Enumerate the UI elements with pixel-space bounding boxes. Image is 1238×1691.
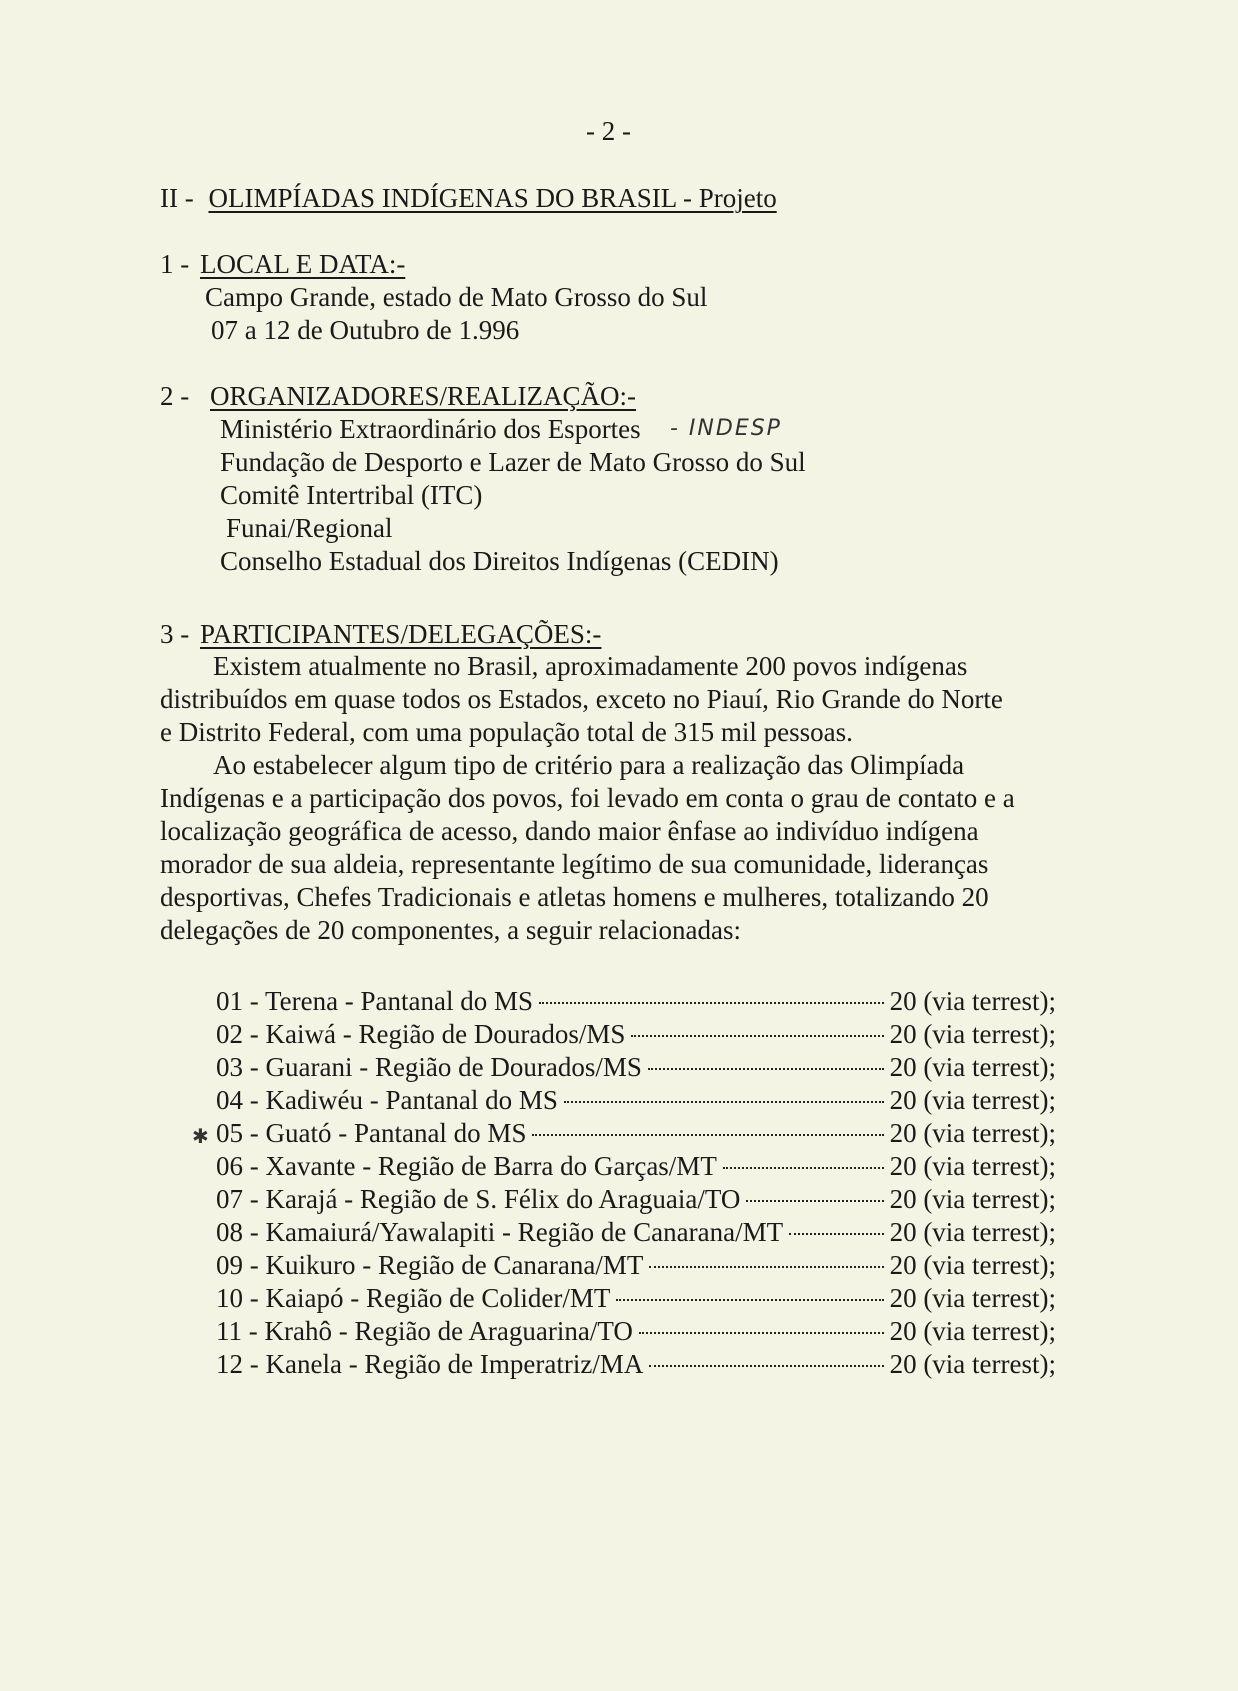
organizador-item: Conselho Estadual dos Direitos Indígenas (CEDIN) xyxy=(220,546,779,576)
dot-leader xyxy=(649,1266,883,1268)
organizador-item: Funai/Regional xyxy=(226,513,393,543)
local-title: LOCAL E DATA:- xyxy=(200,249,406,279)
paragraph-2-line: Indígenas e a participação dos povos, foi levado em conta o grau de contato e a xyxy=(160,783,1015,813)
organizadores-number: 2 - xyxy=(160,381,190,411)
list-item xyxy=(216,1051,1056,1084)
list-item xyxy=(216,985,1056,1018)
delegacao-label: 10 - Kaiapó - Região de Colider/MT xyxy=(216,1283,611,1313)
local-line-2: 07 a 12 de Outubro de 1.996 xyxy=(211,315,520,345)
paragraph-2-line: morador de sua aldeia, representante legítimo de sua comunidade, lideranças xyxy=(160,849,989,879)
delegacao-label: 03 - Guarani - Região de Dourados/MS xyxy=(216,1052,642,1082)
paragraph-1-line: Existem atualmente no Brasil, aproximadamente 200 povos indígenas xyxy=(213,651,968,681)
organizador-item: Ministério Extraordinário dos Esportes xyxy=(220,414,641,444)
participantes-title: PARTICIPANTES/DELEGAÇÕES:- xyxy=(200,619,602,649)
delegacao-value: 20 (via terrest); xyxy=(889,1019,1056,1049)
delegacao-value: 20 (via terrest); xyxy=(889,1250,1056,1280)
list-item xyxy=(216,1018,1056,1051)
handwritten-note: - INDESP xyxy=(670,416,782,441)
organizador-item: Fundação de Desporto e Lazer de Mato Grosso do Sul xyxy=(220,447,806,477)
list-item xyxy=(216,1117,1056,1150)
delegacao-value: 20 (via terrest); xyxy=(889,1151,1056,1181)
dot-leader xyxy=(616,1299,883,1301)
local-heading xyxy=(160,248,405,281)
delegacao-label: 06 - Xavante - Região de Barra do Garças/MT xyxy=(216,1151,717,1181)
dot-leader xyxy=(564,1101,884,1103)
delegacao-label: 04 - Kadiwéu - Pantanal do MS xyxy=(216,1085,558,1115)
section-heading xyxy=(160,182,777,215)
dot-leader xyxy=(789,1233,883,1235)
dot-leader xyxy=(532,1134,883,1136)
organizadores-title: ORGANIZADORES/REALIZAÇÃO:- xyxy=(210,381,636,411)
list-item xyxy=(216,1216,1056,1249)
dot-leader xyxy=(649,1365,883,1367)
section-prefix: II - xyxy=(160,183,194,213)
organizadores-heading xyxy=(160,380,636,413)
list-item xyxy=(216,1348,1056,1381)
participantes-heading xyxy=(160,618,601,651)
paragraph-1-line: e Distrito Federal, com uma população total de 315 mil pessoas. xyxy=(160,717,853,747)
delegacao-value: 20 (via terrest); xyxy=(889,1283,1056,1313)
delegacao-label: 05 - Guató - Pantanal do MS xyxy=(216,1118,527,1148)
paragraph-1-line: distribuídos em quase todos os Estados, exceto no Piauí, Rio Grande do Norte xyxy=(160,684,1003,714)
paragraph-2-line: localização geográfica de acesso, dando maior ênfase ao indivíduo indígena xyxy=(160,816,979,846)
delegacao-label: 08 - Kamaiurá/Yawalapiti - Região de Canarana/MT xyxy=(216,1217,784,1247)
paragraph-2-line: delegações de 20 componentes, a seguir relacionadas: xyxy=(160,915,742,945)
delegacao-label: 12 - Kanela - Região de Imperatriz/MA xyxy=(216,1349,644,1379)
paragraph-2-line: Ao estabelecer algum tipo de critério para a realização das Olimpíada xyxy=(213,750,965,780)
dot-leader xyxy=(539,1002,884,1004)
delegacao-label: 01 - Terena - Pantanal do MS xyxy=(216,986,534,1016)
delegacao-value: 20 (via terrest); xyxy=(889,986,1056,1016)
list-item xyxy=(216,1249,1056,1282)
margin-mark-icon: ✱ xyxy=(192,1124,209,1148)
dot-leader xyxy=(639,1332,884,1334)
paragraph-2-line: desportivas, Chefes Tradicionais e atletas homens e mulheres, totalizando 20 xyxy=(160,882,989,912)
organizador-item: Comitê Intertribal (ITC) xyxy=(220,480,483,510)
delegacao-value: 20 (via terrest); xyxy=(889,1316,1056,1346)
delegacao-label: 07 - Karajá - Região de S. Félix do Araguaia/TO xyxy=(216,1184,741,1214)
dot-leader xyxy=(746,1200,883,1202)
local-number: 1 - xyxy=(160,249,190,279)
list-item xyxy=(216,1150,1056,1183)
page-number: - 2 - xyxy=(586,116,631,146)
dot-leader xyxy=(648,1068,884,1070)
delegacao-label: 02 - Kaiwá - Região de Dourados/MS xyxy=(216,1019,626,1049)
delegacao-value: 20 (via terrest); xyxy=(889,1217,1056,1247)
dot-leader xyxy=(723,1167,884,1169)
delegacao-value: 20 (via terrest); xyxy=(889,1085,1056,1115)
dot-leader xyxy=(631,1035,883,1037)
delegacao-label: 11 - Krahô - Região de Araguarina/TO xyxy=(216,1316,633,1346)
list-item xyxy=(216,1315,1056,1348)
delegacao-value: 20 (via terrest); xyxy=(889,1052,1056,1082)
list-item xyxy=(216,1084,1056,1117)
list-item xyxy=(216,1183,1056,1216)
participantes-number: 3 - xyxy=(160,619,190,649)
list-item xyxy=(216,1282,1056,1315)
section-title: OLIMPÍADAS INDÍGENAS DO BRASIL - Projeto xyxy=(208,183,777,213)
delegacao-value: 20 (via terrest); xyxy=(889,1349,1056,1379)
local-line-1: Campo Grande, estado de Mato Grosso do Sul xyxy=(205,282,708,312)
delegacao-value: 20 (via terrest); xyxy=(889,1184,1056,1214)
delegacao-label: 09 - Kuikuro - Região de Canarana/MT xyxy=(216,1250,644,1280)
delegacao-value: 20 (via terrest); xyxy=(889,1118,1056,1148)
